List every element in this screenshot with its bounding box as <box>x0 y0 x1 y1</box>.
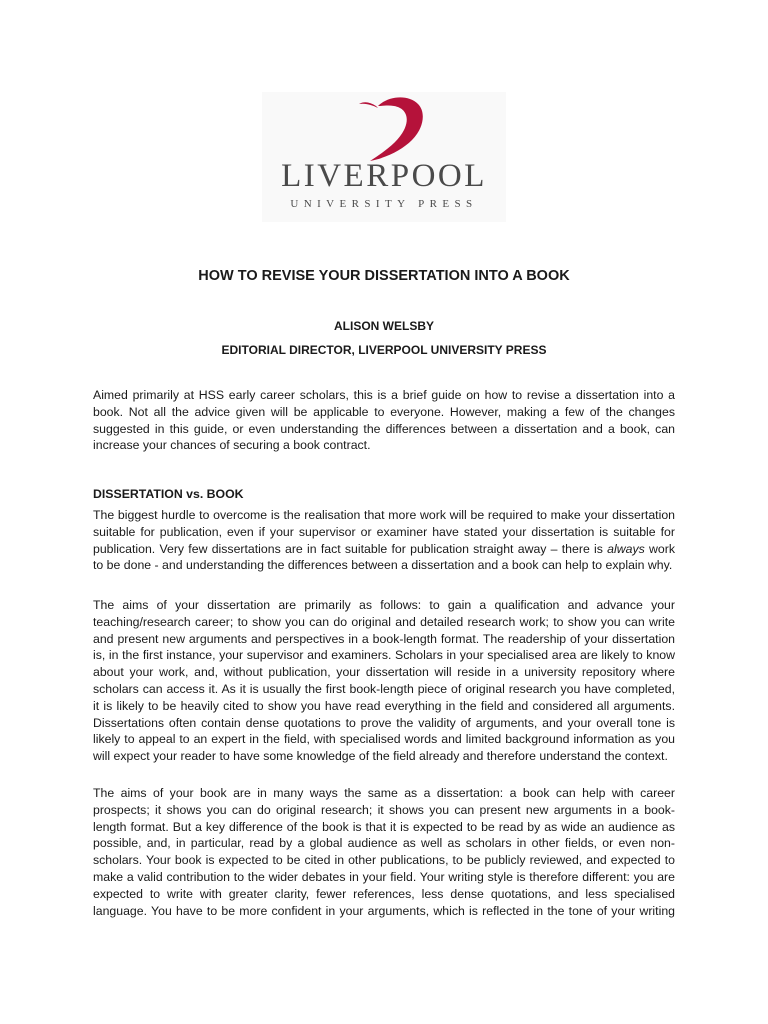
intro-paragraph: Aimed primarily at HSS early career scholars, this is a brief guide on how to revise a dissertation into a book. Not all the advice given will be applicable to everyone. However, making a few of the changes suggested in this guide, or even understanding the differences between a dissertation and a book, can increase your chances of securing a book contract. <box>93 388 675 453</box>
swoosh-icon <box>340 96 424 162</box>
paragraph-1 <box>93 507 675 574</box>
paragraph-2: The aims of your dissertation are primarily as follows: to gain a qualification and advance your teaching/research career; to show you can do original and detailed research work; to show you can write and present new arguments and perspectives in a book-length format. The readership of your dissertation is, in the first instance, your supervisor and examiners. Scholars in your specialised area are likely to know about your work, and, without publication, your dissertation will reside in a university repository where scholars can access it. As it is usually the first book-length piece of original research you have completed, it is likely to be heavily cited to show you have read everything in the field and considered all arguments. Dissertations often contain dense quotations to prove the validity of arguments, and your overall tone is likely to appeal to an expert in the field, with specialised words and limited background information as you will expect your reader to have some knowledge of the field already and therefore understand the context. <box>93 598 675 764</box>
author-role: EDITORIAL DIRECTOR, LIVERPOOL UNIVERSITY PRESS <box>221 343 547 357</box>
logo-wordmark: LIVERPOOL <box>281 158 487 194</box>
author-name: ALISON WELSBY <box>333 319 434 333</box>
publisher-logo <box>262 92 506 222</box>
paragraph-1-emphasis: always <box>607 541 645 556</box>
paragraph-1-text-b: work to be done - and understanding the differences between a dissertation and a book can help to explain why. <box>93 541 675 573</box>
paragraph-3: The aims of your book are in many ways the same as a dissertation: a book can help with career prospects; it shows you can do original research; it shows you can present new arguments in a book-length format. But a key difference of the book is that it is expected to be read by as wide an audience as possible, and, in particular, read by a global audience as well as scholars in other fields, or even non-scholars. Your book is expected to be cited in other publications, to be publicly reviewed, and expected to make a valid contribution to the wider debates in your field. Your writing style is therefore different: you are expected to write with greater clarity, fewer references, less dense quotations, and less specialised language. You have to be more confident in your arguments, which is reflected in the tone of your writing <box>93 786 675 918</box>
section-heading: DISSERTATION vs. BOOK <box>93 487 244 501</box>
logo-subtitle: UNIVERSITY PRESS <box>290 198 478 210</box>
paragraph-1-text-a: The biggest hurdle to overcome is the realisation that more work will be required to make your dissertation suitable for publication, even if your supervisor or examiner have stated your dissertation is suitable for publication. Very few dissertations are in fact suitable for publication straight away – there is <box>93 508 675 556</box>
page-bottom-margin <box>0 920 768 1024</box>
document-title: HOW TO REVISE YOUR DISSERTATION INTO A BOOK <box>198 268 570 284</box>
